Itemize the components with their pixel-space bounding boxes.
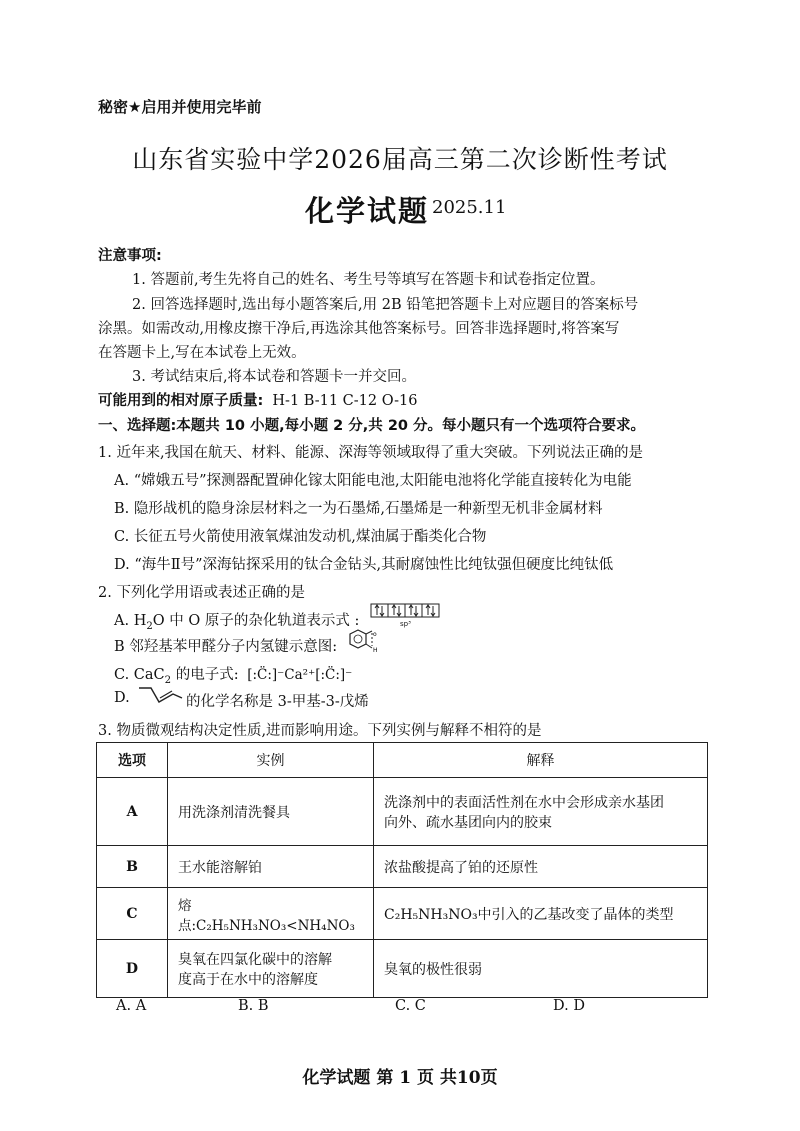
table-cell-example: 熔点:C₂H₅NH₃NO₃<NH₄NO₃ [168, 888, 374, 940]
hydrogen-bond-structure-icon [340, 628, 380, 658]
table-header-row [97, 743, 708, 778]
table-header: 实例 [168, 743, 374, 778]
q1-stem: 1. 近年来,我国在航天、材料、能源、深海等领域取得了重大突破。下列说法正确的是 [98, 445, 644, 461]
q2-stem: 2. 下列化学用语或表述正确的是 [98, 585, 305, 601]
table-cell-option: B [97, 846, 168, 888]
cac2-electron-formula: [:C̈:]⁻Ca²⁺[:C̈:]⁻ [247, 667, 353, 683]
q3-answer-b: B. B [238, 998, 269, 1014]
pentene-skeletal-structure-icon [135, 684, 185, 706]
exam-date: 2025.11 [432, 197, 507, 218]
q1-option-b: B. 隐形战机的隐身涂层材料之一为石墨烯,石墨烯是一种新型无机非金属材料 [114, 501, 603, 517]
q2-option-d-text: 的化学名称是 3-甲基-3-戊烯 [186, 694, 369, 710]
page-footer: 化学试题 第 1 页 共10页 [302, 1068, 498, 1088]
table-cell-option: D [97, 940, 168, 998]
q2-c-text-2: 的电子式: [171, 667, 239, 683]
q3-answer-c: C. C [395, 998, 426, 1014]
table-cell-explanation: 臭氧的极性很弱 [374, 940, 708, 998]
q3-answer-a: A. A [116, 998, 147, 1014]
note-3: 3. 考试结束后,将本试卷和答题卡一并交回。 [132, 369, 417, 385]
explanation-line: 洗涤剂中的表面活性剂在水中会形成亲水基团 [384, 794, 664, 811]
subject-title: 化学试题 [305, 194, 430, 228]
table-cell-explanation: C₂H₅NH₃NO₃中引入的乙基改变了晶体的类型 [374, 888, 708, 940]
table-header: 解释 [374, 743, 708, 778]
q2-c-text-1: C. CaC [114, 667, 165, 683]
explanation-line: 向外、疏水基团向内的胶束 [384, 814, 552, 831]
q2-option-a [114, 609, 359, 632]
note-1: 1. 答题前,考生先将自己的姓名、考生号等填写在答题卡和试卷指定位置。 [132, 272, 605, 288]
q3-stem: 3. 物质微观结构决定性质,进而影响用途。下列实例与解释不相符的是 [98, 723, 542, 739]
table-header: 选项 [97, 743, 168, 778]
note-2-line3: 在答题卡上,写在本试卷上无效。 [98, 345, 306, 361]
q2-d-label: D. [114, 690, 130, 706]
example-line: 臭氧在四氯化碳中的溶解 [178, 951, 332, 968]
note-2-line2: 涂黑。如需改动,用橡皮擦干净后,再选涂其他答案标号。回答非选择题时,将答案写 [98, 321, 620, 337]
notes-heading: 注意事项: [98, 248, 162, 264]
table-cell-option: A [97, 778, 168, 846]
example-line: 度高于在水中的溶解度 [178, 971, 318, 988]
sp3-label: sp³ [400, 620, 411, 628]
q2-option-c [114, 663, 352, 686]
sp3-orbital-diagram-icon [370, 602, 442, 628]
svg-text:H: H [373, 647, 378, 654]
q1-option-d: D. “海牛Ⅱ号”深海钻探采用的钛合金钻头,其耐腐蚀性比纯钛强但硬度比纯钛低 [114, 557, 614, 573]
q2-option-d [114, 690, 130, 706]
q2-c-subscript: 2 [164, 674, 172, 686]
table-cell-example: 用洗涤剂清洗餐具 [168, 778, 374, 846]
q3-table [96, 742, 708, 998]
q2-option-b: B 邻羟基苯甲醛分子内氢键示意图: [114, 639, 338, 655]
q2-a-text-1: A. H [114, 613, 147, 629]
atomic-mass-line [98, 389, 418, 410]
table-cell-explanation [374, 778, 708, 846]
table-row [97, 940, 708, 998]
school-exam-title: 山东省实验中学2026届高三第二次诊断性考试 [132, 145, 668, 174]
table-row [97, 846, 708, 888]
q3-answer-d: D. D [553, 998, 585, 1014]
q2-a-subscript: 2 [146, 620, 153, 632]
table-cell-option: C [97, 888, 168, 940]
confidential-notice: 秘密★启用并使用完毕前 [98, 98, 262, 116]
note-2-line1: 2. 回答选择题时,选出每小题答案后,用 2B 铅笔把答题卡上对应题目的答案标号 [132, 297, 639, 313]
svg-text:o: o [373, 631, 377, 638]
table-cell-example [168, 940, 374, 998]
table-cell-explanation: 浓盐酸提高了铂的还原性 [374, 846, 708, 888]
table-row [97, 778, 708, 846]
table-row [97, 888, 708, 940]
atomic-mass-label: 可能用到的相对原子质量: [98, 393, 264, 409]
atomic-mass-values: H-1 B-11 C-12 O-16 [272, 393, 418, 409]
q2-a-text-2: O 中 O 原子的杂化轨道表示式 : [152, 613, 360, 629]
q1-option-a: A. “嫦娥五号”探测器配置砷化镓太阳能电池,太阳能电池将化学能直接转化为电能 [114, 473, 632, 489]
q1-option-c: C. 长征五号火箭使用液氧煤油发动机,煤油属于酯类化合物 [114, 529, 487, 545]
section-1-heading: 一、选择题:本题共 10 小题,每小题 2 分,共 20 分。每小题只有一个选项符合要求。 [98, 418, 646, 434]
table-cell-example: 王水能溶解铂 [168, 846, 374, 888]
